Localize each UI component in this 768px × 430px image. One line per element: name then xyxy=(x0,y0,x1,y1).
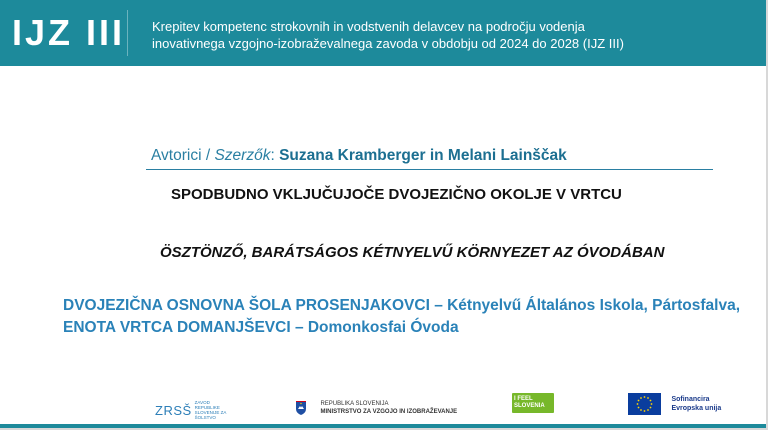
authors-underline xyxy=(146,169,713,170)
ministry-logo-text xyxy=(320,400,457,416)
ministry-logo xyxy=(296,399,457,417)
i-feel-slovenia-logo xyxy=(512,393,554,413)
ifeel-line-2: SLOVENIA xyxy=(514,403,545,409)
header-text-line-1: Krepitev kompetenc strokovnih in vodstvenih delavcev na področju vodenja xyxy=(152,19,585,34)
title-hungarian: ÖSZTÖNZŐ, BARÁTSÁGOS KÉTNYELVŰ KÖRNYEZET AZ ÓVODÁBAN xyxy=(160,244,665,261)
eu-cofunded-logo xyxy=(628,393,721,415)
header-divider xyxy=(127,10,128,56)
authors-label-hu: Szerzők xyxy=(214,147,271,164)
school-name xyxy=(63,295,740,339)
ministry-line-2: MINISTRSTVO ZA VZGOJO IN IZOBRAŽEVANJE xyxy=(320,408,458,415)
zrss-logo-subtitle: ZAVOD REPUBLIKE SLOVENIJE ZA ŠOLSTVO xyxy=(194,400,227,420)
ifeel-line-1: I FEEL xyxy=(514,396,533,402)
title-slovenian: SPODBUDNO VKLJUČUJOČE DVOJEZIČNO OKOLJE V VRTCU xyxy=(171,186,622,203)
ministry-line-1: REPUBLIKA SLOVENIJA xyxy=(320,400,389,407)
eu-line-1: Sofinancira xyxy=(671,396,710,403)
eu-line-2: Evropska unija xyxy=(671,405,722,412)
authors-names: Suzana Kramberger in Melani Lainščak xyxy=(279,147,567,164)
zrss-logo-mark: ZRSŠ xyxy=(155,402,192,418)
slovenia-crest-icon xyxy=(296,401,306,415)
school-line-2: ENOTA VRTCA DOMANJŠEVCI – Domonkosfai Óvoda xyxy=(63,319,459,336)
zrss-logo xyxy=(155,400,235,420)
eu-flag-icon xyxy=(628,393,661,415)
ijz-logo: IJZ III xyxy=(12,12,126,53)
authors-label-si: Avtorici / xyxy=(151,147,215,164)
authors-line xyxy=(151,146,567,166)
footer-logos xyxy=(0,388,766,422)
authors-colon: : xyxy=(270,147,280,164)
header-project-title xyxy=(152,18,752,52)
eu-logo-text xyxy=(671,395,721,413)
school-line-1: DVOJEZIČNA OSNOVNA ŠOLA PROSENJAKOVCI – Kétnyelvű Általános Iskola, Pártosfalva, xyxy=(63,297,741,314)
header-band xyxy=(0,0,766,66)
header-text-line-2: inovativnega vzgojno-izobraževalnega zavoda v obdobju od 2024 do 2028 (IJZ III) xyxy=(152,36,624,51)
